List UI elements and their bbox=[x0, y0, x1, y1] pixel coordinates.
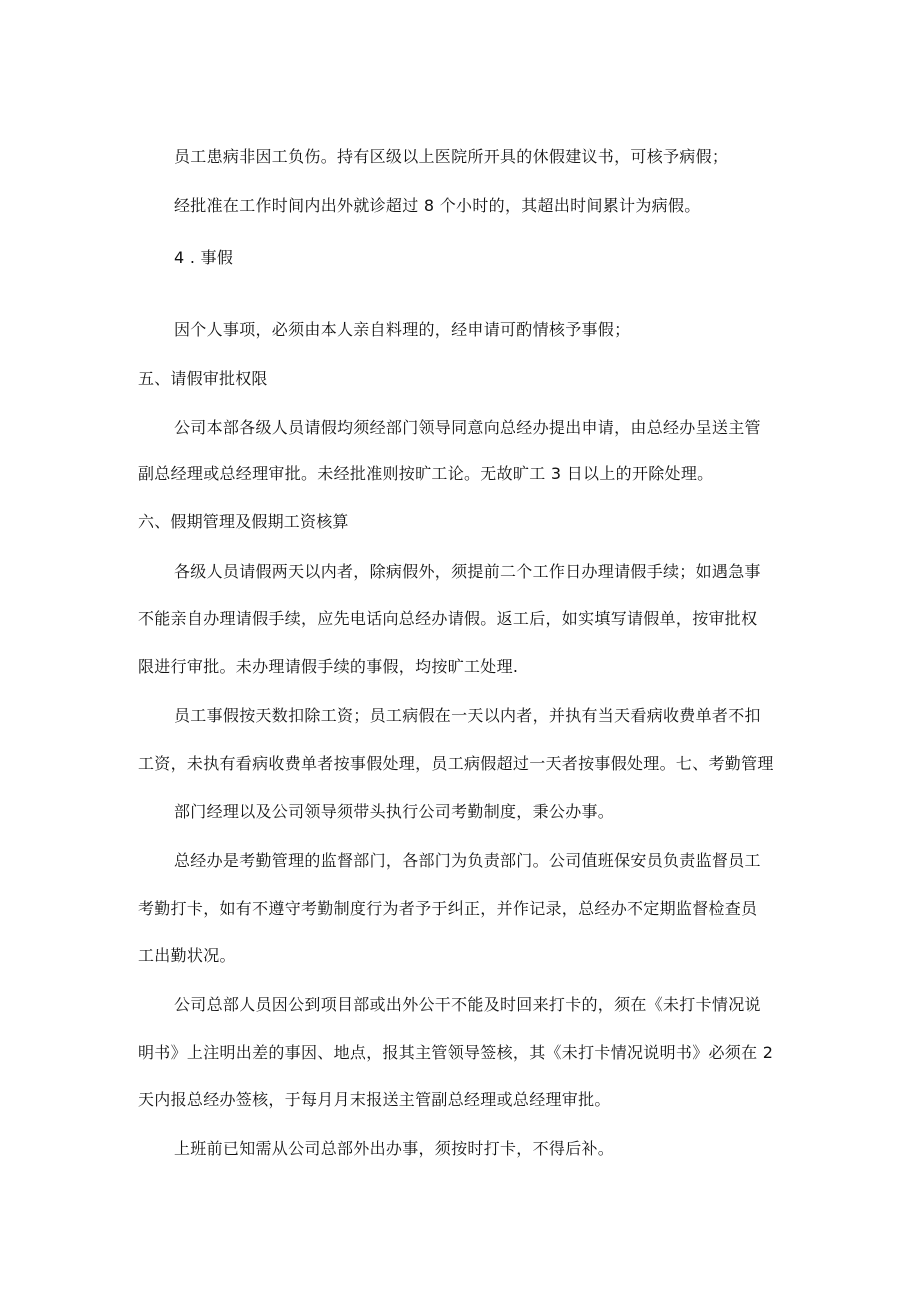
paragraph-approval-line-2: 副总经理或总经理审批。未经批准则按旷工论。无故旷工 3 日以上的开除处理。 bbox=[138, 464, 714, 483]
heading-section-5: 五、请假审批权限 bbox=[138, 369, 268, 388]
paragraph-sick-leave-line-2: 经批准在工作时间内出外就诊超过 8 个小时的，其超出时间累计为病假。 bbox=[174, 196, 701, 215]
paragraph-missed-clock-line-2: 明书》上注明出差的事因、地点，报其主管领导签核，其《未打卡情况说明书》必须在 2 bbox=[138, 1043, 774, 1062]
heading-section-6: 六、假期管理及假期工资核算 bbox=[138, 512, 349, 531]
paragraph-attendance-supervision-line-1: 总经办是考勤管理的监督部门，各部门为负责部门。公司值班保安员负责监督员工 bbox=[174, 851, 761, 870]
paragraph-approval-line-1: 公司本部各级人员请假均须经部门领导同意向总经办提出申请，由总经办呈送主管 bbox=[174, 418, 761, 437]
paragraph-wage-line-2: 工资，未执有看病收费单者按事假处理，员工病假超过一天者按事假处理。七、考勤管理 bbox=[138, 754, 774, 773]
paragraph-wage-line-1: 员工事假按天数扣除工资；员工病假在一天以内者，并执有当天看病收费单者不扣 bbox=[174, 706, 761, 725]
paragraph-leave-mgmt-line-1: 各级人员请假两天以内者，除病假外，须提前二个工作日办理请假手续；如遇急事 bbox=[174, 562, 761, 581]
paragraph-attendance-leaders: 部门经理以及公司领导须带头执行公司考勤制度，秉公办事。 bbox=[174, 802, 615, 821]
paragraph-sick-leave-line-1: 员工患病非因工负伤。持有区级以上医院所开具的休假建议书，可核予病假； bbox=[174, 147, 729, 166]
paragraph-attendance-supervision-line-2: 考勤打卡，如有不遵守考勤制度行为者予于纠正，并作记录，总经办不定期监督检查员 bbox=[138, 899, 758, 918]
paragraph-attendance-supervision-line-3: 工出勤状况。 bbox=[138, 946, 236, 965]
paragraph-missed-clock-line-3: 天内报总经办签核，于每月月末报送主管副总经理或总经理审批。 bbox=[138, 1090, 611, 1109]
paragraph-clock-before-work: 上班前已知需从公司总部外出办事，须按时打卡，不得后补。 bbox=[174, 1139, 615, 1158]
paragraph-personal-leave: 因个人事项，必须由本人亲自料理的，经申请可酌情核予事假； bbox=[174, 320, 631, 339]
paragraph-missed-clock-line-1: 公司总部人员因公到项目部或出外公干不能及时回来打卡的，须在《未打卡情况说 bbox=[174, 995, 761, 1014]
subheading-personal-leave: 4 . 事假 bbox=[174, 248, 234, 267]
paragraph-leave-mgmt-line-2: 不能亲自办理请假手续，应先电话向总经办请假。返工后，如实填写请假单，按审批权 bbox=[138, 609, 758, 628]
paragraph-leave-mgmt-line-3: 限进行审批。未办理请假手续的事假，均按旷工处理. bbox=[138, 657, 519, 676]
